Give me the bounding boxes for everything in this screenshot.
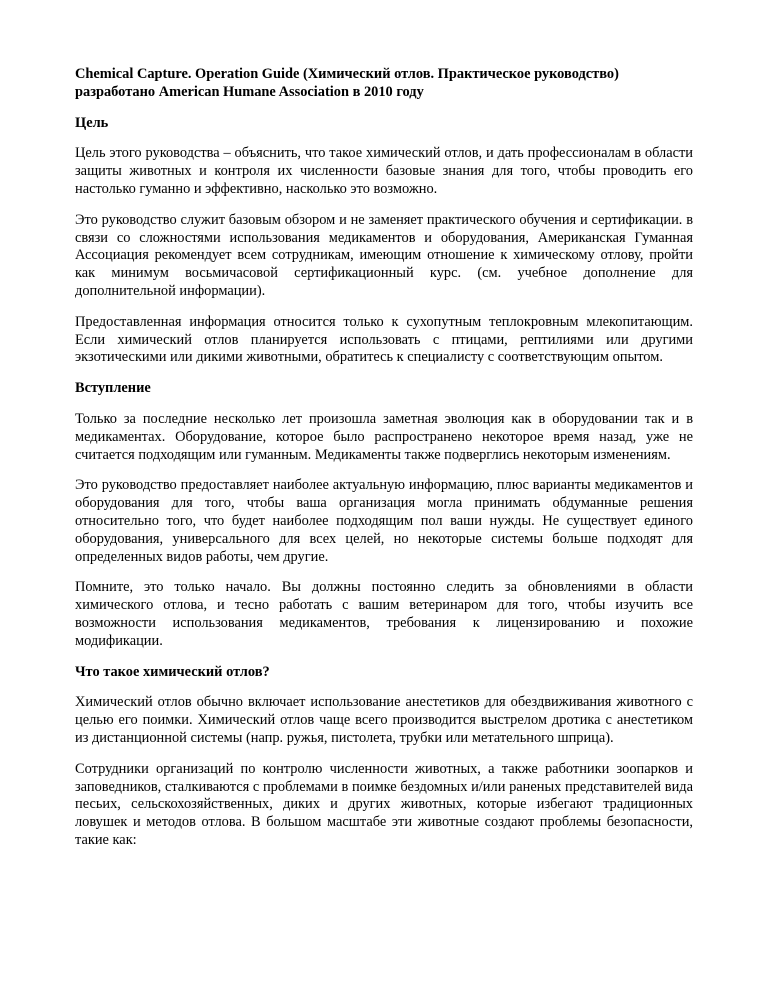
paragraph: Это руководство служит базовым обзором и не заменяет практического обучения и сертификации. в связи со сложностями использования медикаментов и оборудования, Американская Гуманная Ассоциация рекомендует всем сотрудникам, имеющим отношение к химическому отлову, пройти как минимум восьмичасовой сертификационный курс. (см. учебное дополнение для дополнительной информации). [75,211,693,299]
paragraph: Сотрудники организаций по контролю численности животных, а также работники зоопарков и заповедников, сталкиваются с проблемами в поимке бездомных и/или раненых представителей вида песьих, сельскохозяйственных, диких и других животных, которые избегают традиционных ловушек и методов отлова. В большом масштабе эти животные создают проблемы безопасности, такие как: [75,760,693,848]
paragraph: Предоставленная информация относится только к сухопутным теплокровным млекопитающим. Если химический отлов планируется использовать с птицами, рептилиями или другими экзотическими или дикими животными, обратитесь к специалисту с соответствующим опытом. [75,313,693,366]
paragraph: Химический отлов обычно включает использование анестетиков для обездвиживания животного с целью его поимки. Химический отлов чаще всего производится выстрелом дротика с анестетиком из дистанционной системы (напр. ружья, пистолета, трубки или метательного шприца). [75,694,693,746]
section-heading-what-is-chemical-capture: Что такое химический отлов? [75,663,270,680]
section-heading-goal: Цель [75,114,109,131]
paragraph: Только за последние несколько лет произошла заметная эволюция как в оборудовании так и в медикаментах. Оборудование, которое было распространено некоторое время назад, уже не считается подходящим или гуманным. Медикаменты также подверглись некоторым изменениям. [75,410,693,463]
paragraph: Это руководство предоставляет наиболее актуальную информацию, плюс варианты медикаментов и оборудования для того, чтобы ваша организация могла принимать обдуманные решения относительно того, что будет наиболее подходящим пол ваши нужды. Не существует единого оборудования, универсального для всех целей, но некоторые системы больше подходят для определенных видов работы, чем другие. [75,477,693,565]
document-page [75,66,693,863]
section-heading-introduction: Вступление [75,380,151,397]
paragraph: Помните, это только начало. Вы должны постоянно следить за обновлениями в области химического отлова, и тесно работать с вашим ветеринаром для того, чтобы изучить все возможности использования медикаментов, требования к лицензированию и похожие модификации. [75,579,693,649]
paragraph: Цель этого руководства – объяснить, что такое химический отлов, и дать профессионалам в области защиты животных и контроля их численности базовые знания для того, чтобы проводить его настолько гуманно и эффективно, насколько это возможно. [75,145,693,197]
document-title: Chemical Capture. Operation Guide (Химический отлов. Практическое руководство) разработано American Humane Association в 2010 году [75,66,619,100]
